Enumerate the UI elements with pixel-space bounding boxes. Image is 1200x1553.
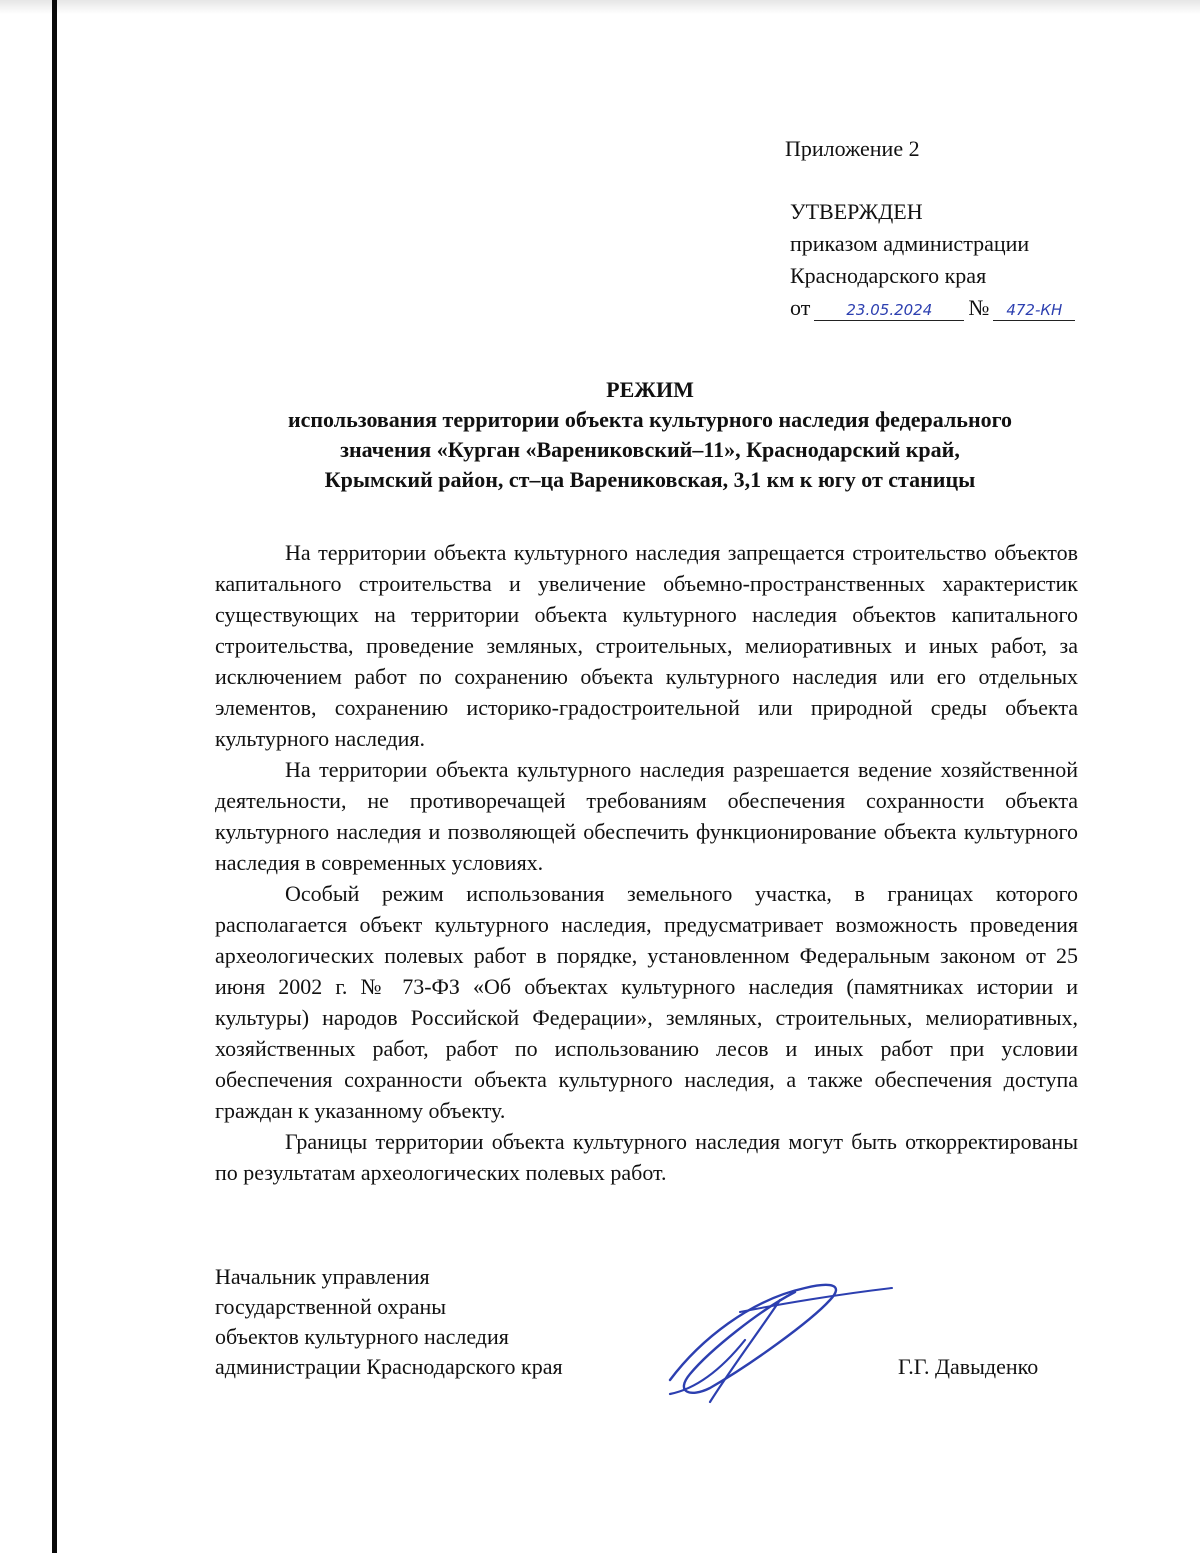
approval-line-1: УТВЕРЖДЕН [790,199,923,224]
paragraph-3: Особый режим использования земельного участка, в границах которого располагается объект культурного наследия, предусматривает возможность проведения археологических полевых работ в порядке, установленном Федеральным законом от 25 июня 2002 г. № 73-ФЗ «Об объектах культурного наследия (памятниках истории и культуры) народов Российской Федерации», земляных, строительных, мелиоративных, хозяйственных работ, работ по использованию лесов и иных работ при условии обеспечения сохранности объекта культурного наследия, а также обеспечения доступа граждан к указанному объекту. [215,881,1078,1123]
from-label: от [790,295,811,320]
approval-line-2: приказом администрации [790,231,1030,256]
handwritten-date: 23.05.2024 [814,300,964,321]
signer-line-4: администрации Краснодарского края [215,1354,563,1379]
approval-line-3: Краснодарского края [790,263,987,288]
number-label: № [968,295,990,320]
scan-top-shadow [0,0,1200,14]
document-heading [150,375,1150,495]
signer-line-3: объектов культурного наследия [215,1324,509,1349]
heading-title: РЕЖИМ [606,377,694,402]
scan-left-edge [52,0,57,1553]
handwritten-signature [630,1270,900,1420]
paragraph-2: На территории объекта культурного наследия разрешается ведение хозяйственной деятельности, не противоречащей требованиям обеспечения сохранности объекта культурного наследия и позволяющей обеспечить функционирование объекта культурного наследия в современных условиях. [215,757,1078,875]
approval-block [790,196,1075,324]
signer-title-block [215,1262,563,1382]
paragraph-4: Границы территории объекта культурного наследия могут быть откорректированы по результатам археологических полевых работ. [215,1129,1078,1185]
document-body [215,537,1078,1188]
paragraph-1: На территории объекта культурного наследия запрещается строительство объектов капитального строительства и увеличение объемно-пространственных характеристик существующих на территории объекта культурного наследия объектов капитального строительства, проведение земляных, строительных, мелиоративных и иных работ, за исключением работ по сохранению объекта культурного наследия или его отдельных элементов, сохранению историко-градостроительной или природной среды объекта культурного наследия. [215,540,1078,751]
signer-line-1: Начальник управления [215,1264,430,1289]
approval-date-row [790,292,1075,324]
heading-line-2: значения «Курган «Варениковский–11», Краснодарский край, [340,437,960,462]
signer-name: Г.Г. Давыденко [898,1354,1039,1379]
heading-line-1: использования территории объекта культурного наследия федерального [287,407,1013,432]
appendix-label: Приложение 2 [785,136,920,161]
heading-line-3: Крымский район, ст–ца Варениковская, 3,1 км к югу от станицы [324,467,976,492]
handwritten-number: 472-КН [993,300,1075,321]
signer-line-2: государственной охраны [215,1294,447,1319]
